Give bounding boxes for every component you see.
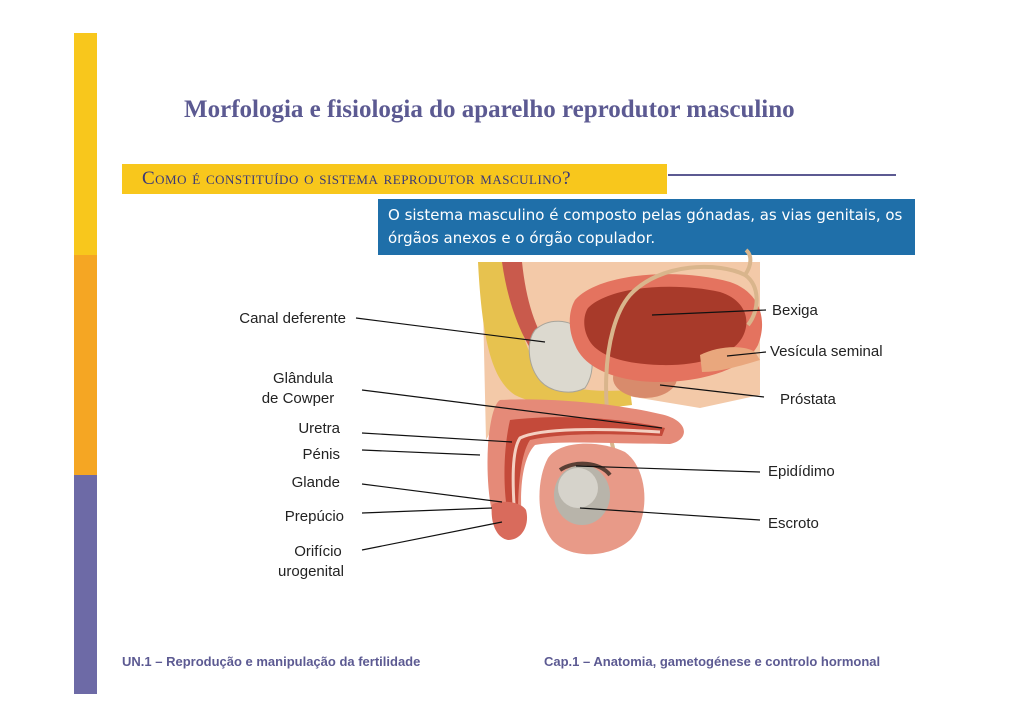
label-canal-deferente: Canal deferente [239, 310, 346, 327]
label-glandula-1: Glândula [272, 370, 334, 387]
leader-prepucio [362, 508, 492, 513]
leader-orificio [362, 522, 502, 550]
label-penis: Pénis [302, 446, 340, 463]
label-uretra: Uretra [298, 420, 340, 437]
label-glande: Glande [291, 474, 340, 491]
label-vesicula: Vesícula seminal [770, 343, 883, 360]
slide-title: Morfologia e fisiologia do aparelho reprodutor masculino [184, 96, 795, 123]
label-orificio-1: Orifício [294, 543, 342, 560]
label-epididimo: Epidídimo [768, 463, 835, 480]
footer-right: Cap.1 – Anatomia, gametogénese e controlo hormonal [544, 654, 881, 669]
glans [492, 502, 527, 540]
label-prostata: Próstata [780, 391, 836, 408]
label-glandula-2: de Cowper [261, 390, 335, 407]
label-escroto: Escroto [768, 515, 819, 532]
testis-highlight [558, 468, 598, 508]
question-banner: Como é constituído o sistema reprodutor masculino? [122, 164, 667, 194]
label-orificio-2: urogenital [278, 563, 344, 580]
leader-glande [362, 484, 502, 502]
footer-left: UN.1 – Reprodução e manipulação da fertilidade [122, 654, 421, 669]
label-bexiga: Bexiga [772, 302, 818, 319]
answer-box: O sistema masculino é composto pelas gónadas, as vias genitais, os órgãos anexos e o órgão copulador. [378, 199, 915, 255]
leader-penis [362, 450, 480, 455]
label-prepucio: Prepúcio [284, 508, 344, 525]
